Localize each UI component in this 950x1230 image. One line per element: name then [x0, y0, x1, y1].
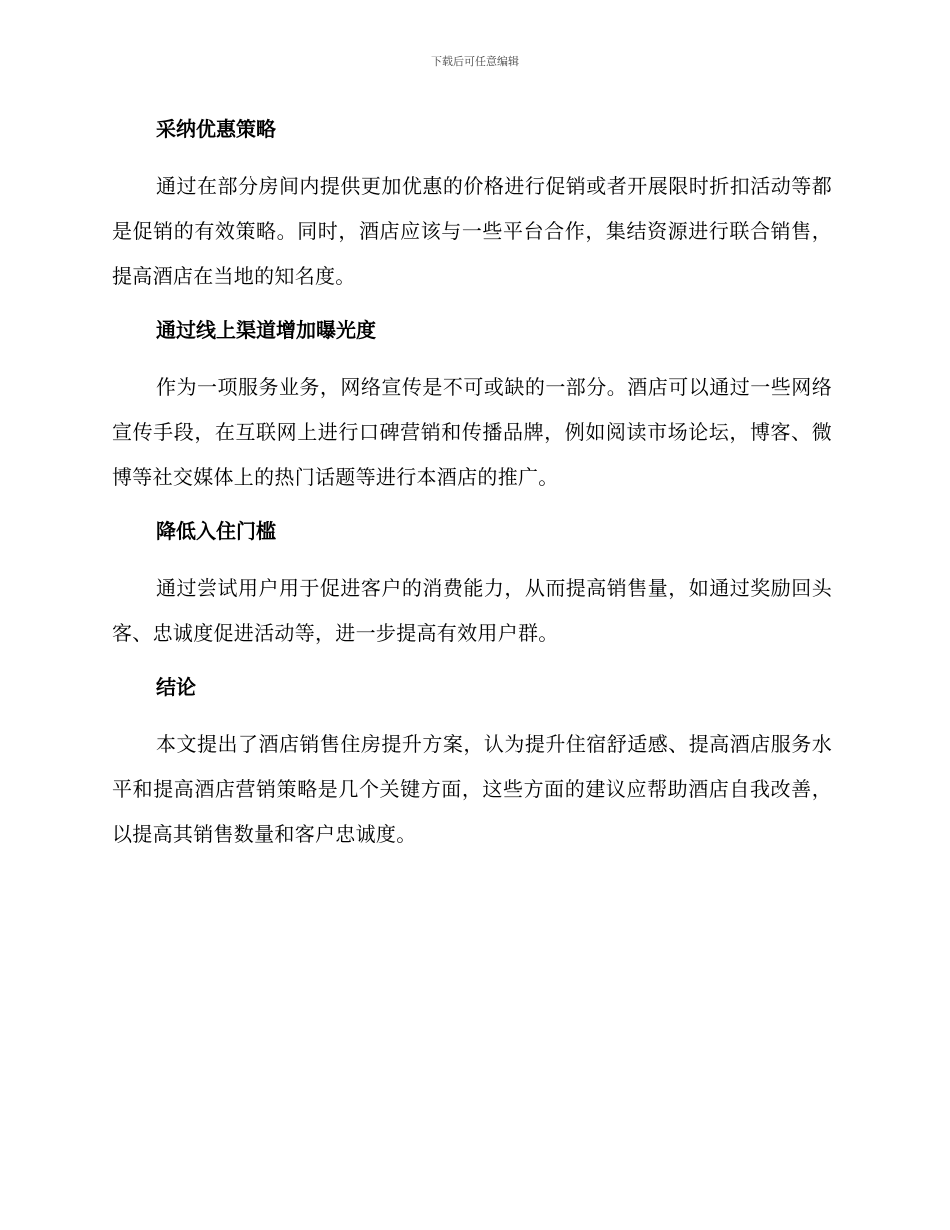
section-paragraph: 本文提出了酒店销售住房提升方案，认为提升住宿舒适感、提高酒店服务水平和提高酒店营销策略是几个关键方面，这些方面的建议应帮助酒店自我改善，以提高其销售数量和客户忠诚度。: [112, 732, 832, 846]
page-header-note: 下载后可任意编辑: [431, 55, 519, 68]
section-heading: 通过线上渠道增加曝光度: [156, 318, 376, 342]
section-paragraph: 通过尝试用户用于促进客户的消费能力，从而提高销售量，如通过奖励回头客、忠诚度促进活动等，进一步提高有效用户群。: [112, 576, 832, 645]
section-lower-threshold: [112, 514, 832, 670]
section-discount-strategy: [112, 112, 832, 313]
section-online-exposure: [112, 313, 832, 514]
document-body: [112, 112, 832, 857]
section-heading: 采纳优惠策略: [156, 117, 276, 141]
section-conclusion: [112, 670, 832, 857]
section-paragraph: 作为一项服务业务，网络宣传是不可或缺的一部分。酒店可以通过一些网络宣传手段，在互联网上进行口碑营销和传播品牌，例如阅读市场论坛，博客、微博等社交媒体上的热门话题等进行本酒店的推广。: [112, 375, 832, 489]
section-heading: 降低入住门槛: [156, 519, 276, 543]
section-paragraph: 通过在部分房间内提供更加优惠的价格进行促销或者开展限时折扣活动等都是促销的有效策略。同时，酒店应该与一些平台合作，集结资源进行联合销售，提高酒店在当地的知名度。: [112, 174, 832, 288]
section-heading: 结论: [156, 675, 196, 699]
